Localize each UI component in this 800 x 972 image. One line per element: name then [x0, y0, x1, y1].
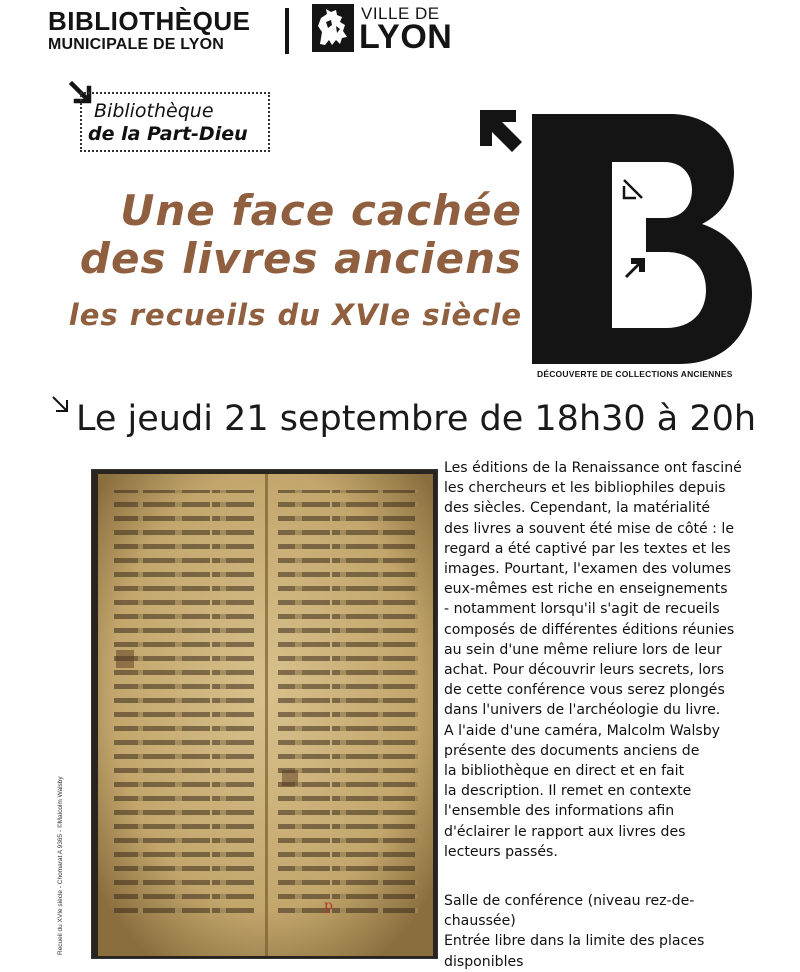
- description-line: Les éditions de la Renaissance ont fasciné: [444, 460, 742, 476]
- description-line: des siècles. Cependant, la matérialité: [444, 500, 711, 517]
- event-description: [444, 458, 772, 862]
- lyon-lion-emblem-icon: [312, 4, 354, 52]
- small-arrow-down-left-icon: [624, 180, 642, 198]
- branch-name-line1: Bibliothèque: [94, 100, 214, 122]
- svg-text:p: p: [324, 898, 333, 914]
- description-line: d'éclairer le rapport aux livres des: [444, 823, 686, 840]
- venue-line: Salle de conférence (niveau rez-de-: [444, 893, 695, 909]
- description-line: composés de différentes éditions réunies: [444, 621, 735, 638]
- description-line: regard a été captivé par les textes et les: [444, 540, 731, 557]
- header-divider: [285, 8, 289, 54]
- event-title-line2: des livres anciens: [79, 234, 522, 283]
- description-line: de cette conférence vous serez plongés: [444, 682, 725, 699]
- description-line: présente des documents anciens de: [444, 742, 700, 759]
- description-line: dans l'univers de l'archéologie du livre.: [444, 702, 721, 719]
- description-line: images. Pourtant, l'examen des volumes: [444, 561, 732, 578]
- event-subtitle: les recueils du XVIe siècle: [68, 298, 522, 332]
- description-line: la description. Il remet en contexte: [444, 783, 692, 800]
- small-arrow-up-right-icon: [625, 258, 645, 278]
- description-line: - notamment lorsqu'il s'agit de recueils: [444, 601, 720, 618]
- description-line: lecteurs passés.: [444, 843, 558, 860]
- venue-line: Entrée libre dans la limite des places: [444, 933, 705, 950]
- big-arrow-down-left-icon: [480, 110, 522, 152]
- event-title-line1: Une face cachée: [120, 186, 522, 235]
- description-line: eux-mêmes est riche en enseignements: [444, 581, 728, 598]
- event-date: Le jeudi 21 septembre de 18h30 à 20h: [76, 399, 757, 439]
- description-line: les chercheurs et les bibliophiles depuis: [444, 480, 726, 497]
- photo-credit: Recueil du XVIe siècle - Chomarat A 9365 - ©Malcolm Walsby: [57, 776, 64, 955]
- description-line: des livres a souvent été mise de côté : le: [444, 520, 735, 537]
- library-name-line1: BIBLIOTHÈQUE: [48, 6, 251, 36]
- description-line: A l'aide d'une caméra, Malcolm Walsby: [444, 722, 720, 739]
- description-line: l'ensemble des informations afin: [444, 803, 675, 820]
- manuscript-photo: [91, 469, 438, 959]
- city-name: LYON: [359, 18, 453, 56]
- description-line: la bibliothèque en direct et en fait: [444, 763, 685, 780]
- description-line: au sein d'une même reliure lors de leur: [444, 641, 722, 658]
- city-prefix: VILLE DE: [361, 4, 440, 23]
- description-line: achat. Pour découvrir leurs secrets, lors: [444, 662, 725, 679]
- library-name-line2: MUNICIPALE DE LYON: [48, 36, 225, 53]
- venue-line: chaussée): [444, 913, 516, 930]
- branch-name-line2: de la Part-Dieu: [88, 123, 248, 145]
- venue-info: [444, 891, 744, 972]
- series-caption: DÉCOUVERTE DE COLLECTIONS ANCIENNES: [537, 369, 733, 379]
- arrow-down-right-icon: [50, 394, 72, 416]
- venue-line: disponibles: [444, 953, 524, 970]
